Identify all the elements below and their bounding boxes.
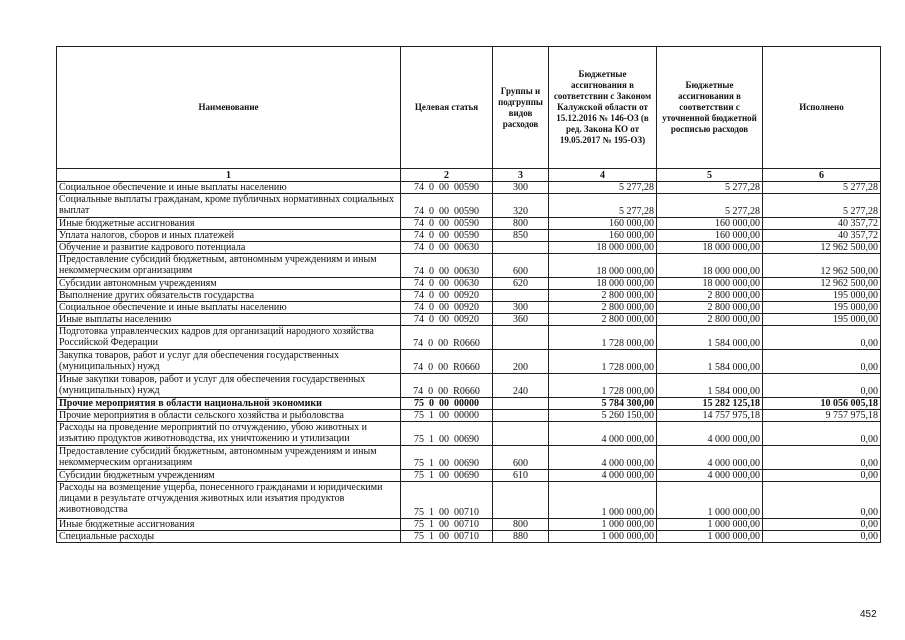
row-target-article-cell: 75 1 00 00710 (401, 519, 493, 531)
budget-table (56, 46, 881, 543)
row-name-cell: Иные бюджетные ассигнования (57, 218, 401, 230)
row-expense-group-cell: 800 (493, 519, 549, 531)
row-law-allocation-cell: 1 000 000,00 (549, 482, 657, 519)
row-expense-group-cell: 240 (493, 374, 549, 398)
row-revised-allocation-cell: 5 277,28 (657, 182, 763, 194)
row-expense-group-cell (493, 290, 549, 302)
row-expense-group-cell: 300 (493, 302, 549, 314)
row-target-article-cell: 74 0 00 00630 (401, 254, 493, 278)
row-name-cell: Прочие мероприятия в области национальной экономики (57, 398, 401, 410)
row-executed-cell: 0,00 (763, 422, 881, 446)
header-target-article: Целевая статья (401, 47, 493, 169)
row-target-article-cell: 74 0 00 00920 (401, 290, 493, 302)
row-executed-cell: 0,00 (763, 446, 881, 470)
row-target-article-cell: 75 1 00 00690 (401, 446, 493, 470)
row-law-allocation-cell: 160 000,00 (549, 218, 657, 230)
row-law-allocation-cell: 1 728 000,00 (549, 326, 657, 350)
table-row (57, 218, 881, 230)
row-expense-group-cell: 800 (493, 218, 549, 230)
row-expense-group-cell: 850 (493, 230, 549, 242)
row-executed-cell: 0,00 (763, 350, 881, 374)
row-revised-allocation-cell: 2 800 000,00 (657, 290, 763, 302)
column-number: 4 (549, 169, 657, 182)
row-executed-cell: 0,00 (763, 470, 881, 482)
row-revised-allocation-cell: 1 584 000,00 (657, 350, 763, 374)
row-revised-allocation-cell: 2 800 000,00 (657, 302, 763, 314)
column-number: 2 (401, 169, 493, 182)
row-target-article-cell: 74 0 00 00630 (401, 278, 493, 290)
row-law-allocation-cell: 18 000 000,00 (549, 242, 657, 254)
row-target-article-cell: 75 1 00 00710 (401, 531, 493, 543)
table-row (57, 182, 881, 194)
row-revised-allocation-cell: 1 000 000,00 (657, 519, 763, 531)
row-law-allocation-cell: 160 000,00 (549, 230, 657, 242)
row-executed-cell: 12 962 500,00 (763, 278, 881, 290)
table-body (57, 182, 881, 543)
row-law-allocation-cell: 1 000 000,00 (549, 531, 657, 543)
row-name-cell: Расходы на проведение мероприятий по отчуждению, убою животных и изъятию продуктов животноводства, их уничтожению и утилизации (57, 422, 401, 446)
row-revised-allocation-cell: 18 000 000,00 (657, 278, 763, 290)
header-executed: Исполнено (763, 47, 881, 169)
table-row (57, 194, 881, 218)
row-name-cell: Уплата налогов, сборов и иных платежей (57, 230, 401, 242)
table-row (57, 470, 881, 482)
row-name-cell: Подготовка управленческих кадров для организаций народного хозяйства Российской Федерации (57, 326, 401, 350)
row-name-cell: Социальные выплаты гражданам, кроме публичных нормативных социальных выплат (57, 194, 401, 218)
row-revised-allocation-cell: 15 282 125,18 (657, 398, 763, 410)
row-target-article-cell: 74 0 00 R0660 (401, 350, 493, 374)
row-expense-group-cell: 200 (493, 350, 549, 374)
row-revised-allocation-cell: 160 000,00 (657, 218, 763, 230)
table-row (57, 410, 881, 422)
row-law-allocation-cell: 2 800 000,00 (549, 314, 657, 326)
table-row (57, 254, 881, 278)
row-expense-group-cell: 880 (493, 531, 549, 543)
table-row (57, 482, 881, 519)
row-executed-cell: 10 056 005,18 (763, 398, 881, 410)
row-expense-group-cell: 610 (493, 470, 549, 482)
row-name-cell: Иные выплаты населению (57, 314, 401, 326)
row-executed-cell: 195 000,00 (763, 290, 881, 302)
row-name-cell: Предоставление субсидий бюджетным, автономным учреждениям и иным некоммерческим организациям (57, 446, 401, 470)
row-target-article-cell: 74 0 00 00590 (401, 182, 493, 194)
header-row (57, 47, 881, 169)
column-number: 3 (493, 169, 549, 182)
row-revised-allocation-cell: 1 000 000,00 (657, 482, 763, 519)
row-expense-group-cell: 620 (493, 278, 549, 290)
table-row (57, 446, 881, 470)
row-expense-group-cell (493, 410, 549, 422)
row-law-allocation-cell: 1 000 000,00 (549, 519, 657, 531)
table-row (57, 374, 881, 398)
column-number: 6 (763, 169, 881, 182)
row-expense-group-cell: 360 (493, 314, 549, 326)
row-executed-cell: 12 962 500,00 (763, 254, 881, 278)
row-revised-allocation-cell: 18 000 000,00 (657, 242, 763, 254)
row-law-allocation-cell: 5 784 300,00 (549, 398, 657, 410)
row-executed-cell: 12 962 500,00 (763, 242, 881, 254)
column-number-row (57, 169, 881, 182)
row-law-allocation-cell: 5 260 150,00 (549, 410, 657, 422)
row-target-article-cell: 75 1 00 00000 (401, 410, 493, 422)
row-revised-allocation-cell: 14 757 975,18 (657, 410, 763, 422)
row-law-allocation-cell: 2 800 000,00 (549, 290, 657, 302)
row-law-allocation-cell: 2 800 000,00 (549, 302, 657, 314)
row-executed-cell: 9 757 975,18 (763, 410, 881, 422)
row-expense-group-cell: 600 (493, 446, 549, 470)
row-name-cell: Социальное обеспечение и иные выплаты населению (57, 302, 401, 314)
row-target-article-cell: 74 0 00 R0660 (401, 326, 493, 350)
row-executed-cell: 0,00 (763, 482, 881, 519)
row-executed-cell: 5 277,28 (763, 182, 881, 194)
row-revised-allocation-cell: 1 000 000,00 (657, 531, 763, 543)
row-law-allocation-cell: 4 000 000,00 (549, 446, 657, 470)
page-number: 452 (860, 609, 877, 620)
row-revised-allocation-cell: 1 584 000,00 (657, 326, 763, 350)
row-law-allocation-cell: 1 728 000,00 (549, 350, 657, 374)
header-law-allocations: Бюджетные ассигнования в соответствии с Законом Калужской области от 15.12.2016 № 146-ОЗ (в ред. Закона КО от 19.05.2017 № 195-ОЗ) (549, 47, 657, 169)
row-target-article-cell: 74 0 00 00920 (401, 314, 493, 326)
row-revised-allocation-cell: 4 000 000,00 (657, 446, 763, 470)
row-target-article-cell: 74 0 00 R0660 (401, 374, 493, 398)
row-expense-group-cell (493, 422, 549, 446)
row-target-article-cell: 74 0 00 00920 (401, 302, 493, 314)
row-name-cell: Социальное обеспечение и иные выплаты населению (57, 182, 401, 194)
row-law-allocation-cell: 5 277,28 (549, 182, 657, 194)
header-expense-groups: Группы и подгруппы видов расходов (493, 47, 549, 169)
row-executed-cell: 5 277,28 (763, 194, 881, 218)
row-name-cell: Расходы на возмещение ущерба, понесенного гражданами и юридическими лицами в результате отчуждения животных или изъятия продуктов животноводства (57, 482, 401, 519)
row-expense-group-cell (493, 398, 549, 410)
row-law-allocation-cell: 4 000 000,00 (549, 470, 657, 482)
row-name-cell: Субсидии бюджетным учреждениям (57, 470, 401, 482)
row-executed-cell: 195 000,00 (763, 302, 881, 314)
table-row (57, 302, 881, 314)
row-revised-allocation-cell: 2 800 000,00 (657, 314, 763, 326)
row-name-cell: Субсидии автономным учреждениям (57, 278, 401, 290)
row-law-allocation-cell: 18 000 000,00 (549, 254, 657, 278)
row-executed-cell: 0,00 (763, 519, 881, 531)
row-law-allocation-cell: 4 000 000,00 (549, 422, 657, 446)
table-row (57, 290, 881, 302)
row-executed-cell: 195 000,00 (763, 314, 881, 326)
row-law-allocation-cell: 18 000 000,00 (549, 278, 657, 290)
row-name-cell: Закупка товаров, работ и услуг для обеспечения государственных (муниципальных) нужд (57, 350, 401, 374)
table-row (57, 350, 881, 374)
table-row (57, 242, 881, 254)
row-revised-allocation-cell: 18 000 000,00 (657, 254, 763, 278)
row-name-cell: Иные бюджетные ассигнования (57, 519, 401, 531)
row-name-cell: Специальные расходы (57, 531, 401, 543)
table-row (57, 230, 881, 242)
table-row (57, 278, 881, 290)
row-executed-cell: 0,00 (763, 374, 881, 398)
row-revised-allocation-cell: 160 000,00 (657, 230, 763, 242)
row-expense-group-cell (493, 242, 549, 254)
row-executed-cell: 40 357,72 (763, 230, 881, 242)
row-executed-cell: 40 357,72 (763, 218, 881, 230)
row-law-allocation-cell: 1 728 000,00 (549, 374, 657, 398)
row-target-article-cell: 75 1 00 00690 (401, 470, 493, 482)
column-number: 5 (657, 169, 763, 182)
row-name-cell: Обучение и развитие кадрового потенциала (57, 242, 401, 254)
row-revised-allocation-cell: 4 000 000,00 (657, 422, 763, 446)
row-expense-group-cell (493, 482, 549, 519)
row-target-article-cell: 75 0 00 00000 (401, 398, 493, 410)
header-revised-allocations: Бюджетные ассигнования в соответствии с уточненной бюджетной росписью расходов (657, 47, 763, 169)
column-number: 1 (57, 169, 401, 182)
row-expense-group-cell: 600 (493, 254, 549, 278)
row-law-allocation-cell: 5 277,28 (549, 194, 657, 218)
row-name-cell: Предоставление субсидий бюджетным, автономным учреждениям и иным некоммерческим организациям (57, 254, 401, 278)
row-revised-allocation-cell: 5 277,28 (657, 194, 763, 218)
row-target-article-cell: 74 0 00 00590 (401, 230, 493, 242)
row-expense-group-cell (493, 326, 549, 350)
row-executed-cell: 0,00 (763, 326, 881, 350)
row-target-article-cell: 74 0 00 00590 (401, 194, 493, 218)
header-name: Наименование (57, 47, 401, 169)
table-row (57, 422, 881, 446)
row-name-cell: Выполнение других обязательств государства (57, 290, 401, 302)
row-target-article-cell: 74 0 00 00630 (401, 242, 493, 254)
row-revised-allocation-cell: 4 000 000,00 (657, 470, 763, 482)
row-target-article-cell: 74 0 00 00590 (401, 218, 493, 230)
row-expense-group-cell: 320 (493, 194, 549, 218)
row-expense-group-cell: 300 (493, 182, 549, 194)
row-executed-cell: 0,00 (763, 531, 881, 543)
table-row (57, 531, 881, 543)
row-target-article-cell: 75 1 00 00690 (401, 422, 493, 446)
row-name-cell: Прочие мероприятия в области сельского хозяйства и рыболовства (57, 410, 401, 422)
table-row (57, 314, 881, 326)
row-name-cell: Иные закупки товаров, работ и услуг для обеспечения государственных (муниципальных) нужд (57, 374, 401, 398)
row-revised-allocation-cell: 1 584 000,00 (657, 374, 763, 398)
table-row (57, 326, 881, 350)
table-row (57, 519, 881, 531)
row-target-article-cell: 75 1 00 00710 (401, 482, 493, 519)
table-row (57, 398, 881, 410)
